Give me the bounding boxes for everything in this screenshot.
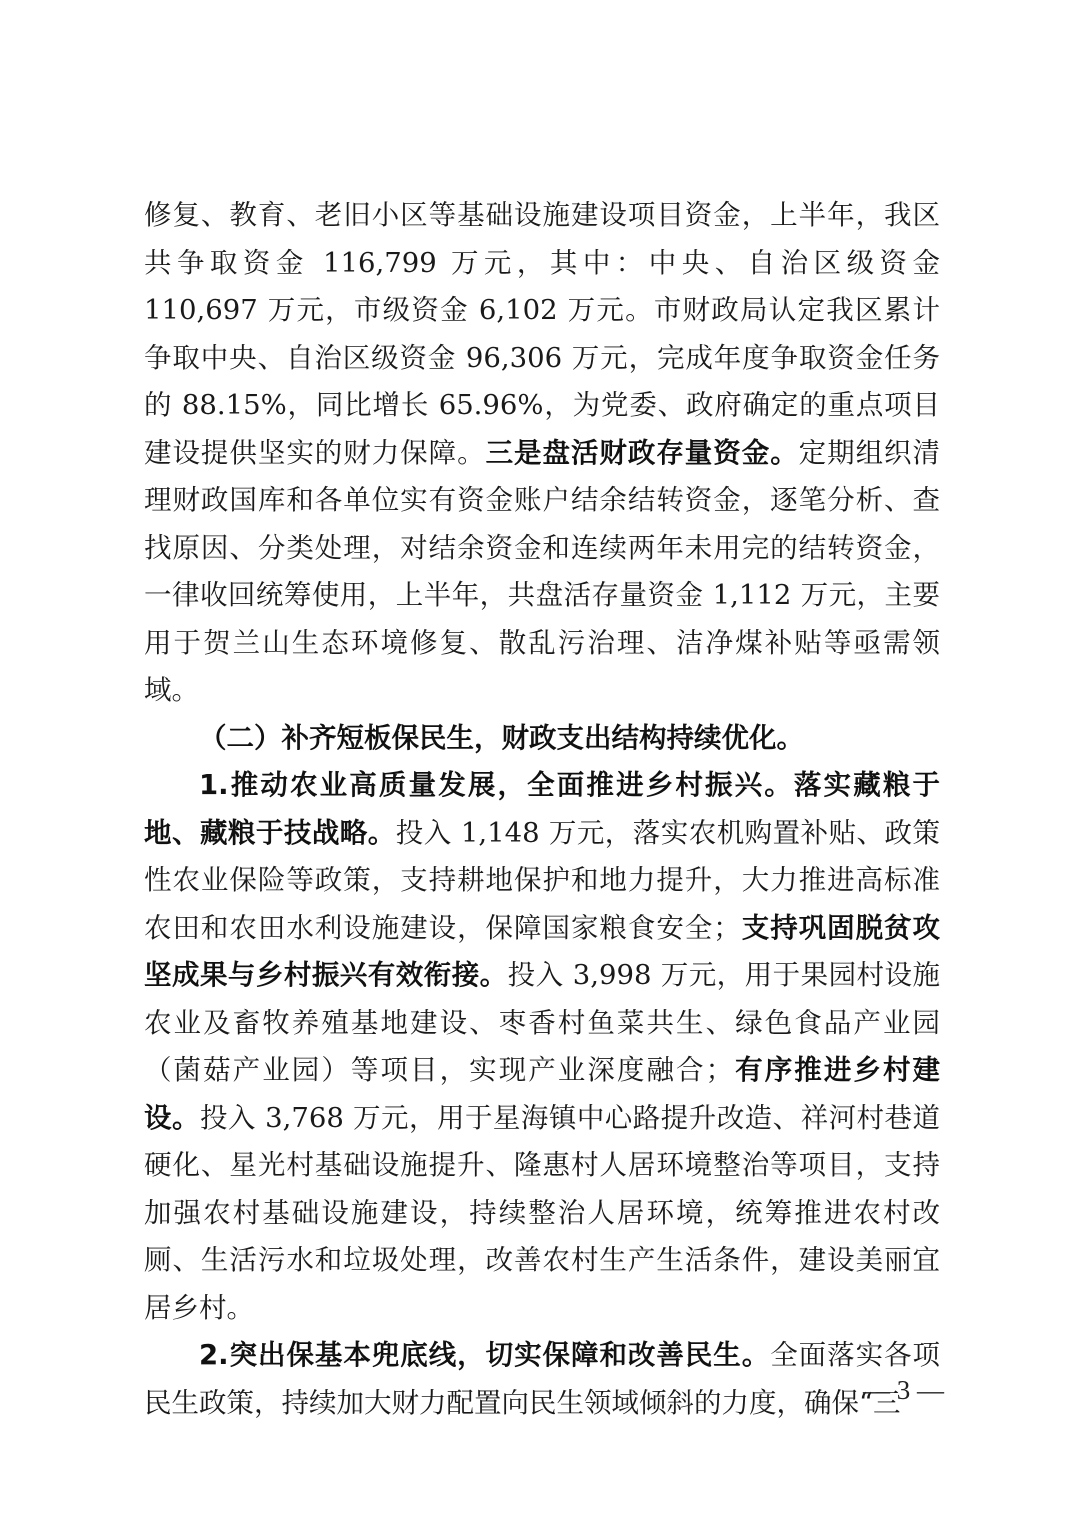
text-segment: 投入 3,768 万元，用于星海镇中心路提升改造、祥河村巷道硬化、星光村基础设施提升、隆惠村人居环境整治等项目，支持加强农村基础设施建设，持续整治人居环境，统筹推进农村改厕、生活污水和垃圾处理，改善农村生产生活条件，建设美丽宜居乡村。 [144, 1101, 940, 1324]
bold-phrase: 2.突出保基本兜底线，切实保障和改善民生。 [199, 1339, 771, 1371]
section-heading-text: （二）补齐短板保民生，财政支出结构持续优化。 [199, 721, 804, 754]
bold-phrase: 支持巩固脱贫攻坚成果与乡村振兴有效衔接。 [144, 911, 941, 991]
bold-phrase: 有序推进乡村建设。 [144, 1054, 941, 1134]
bold-phrase: 三是盘活财政存量资金。 [485, 436, 799, 469]
body-text [144, 192, 940, 1427]
paragraph-3 [144, 762, 940, 1332]
text-segment: 投入 1,148 万元，落实农机购置补贴、政策性农业保险等政策，支持耕地保护和地力提升，大力推进高标准农田和农田水利设施建设，保障国家粮食安全； [144, 816, 941, 944]
text-segment: 投入 3,998 万元，用于果园村设施农业及畜牧养殖基地建设、枣香村鱼菜共生、绿色食品产业园（菌菇产业园）等项目，实现产业深度融合； [144, 959, 940, 1086]
section-heading [144, 715, 940, 763]
text-segment: 全面落实各项民生政策，持续加大财力配置向民生领域倾斜的力度，确保“三 [144, 1339, 940, 1419]
paragraph-4 [144, 1332, 940, 1427]
text-segment: 修复、教育、老旧小区等基础设施建设项目资金，上半年，我区共争取资金 116,799 万元，其中：中央、自治区级资金 110,697 万元，市级资金 6,102 万元。市财政局认定我区累计争取中央、自治区级资金 96,306 万元，完成年度争取资金任务的 88.15%，同比增长 65.96%，为党委、政府确定的重点项目建设提供坚实的财力保障。 [144, 199, 940, 469]
text-segment: 定期组织清理财政国库和各单位实有资金账户结余结转资金，逐笔分析、查找原因、分类处理，对结余资金和连续两年未用完的结转资金，一律收回统筹使用，上半年，共盘活存量资金 1,112 万元，主要用于贺兰山生态环境修复、散乱污治理、洁净煤补贴等亟需领域。 [144, 436, 941, 706]
page-number: — 3 — [863, 1375, 944, 1405]
paragraph-1 [144, 192, 940, 715]
bold-phrase: 1.推动农业高质量发展，全面推进乡村振兴。落实藏粮于地、藏粮于技战略。 [144, 769, 940, 849]
